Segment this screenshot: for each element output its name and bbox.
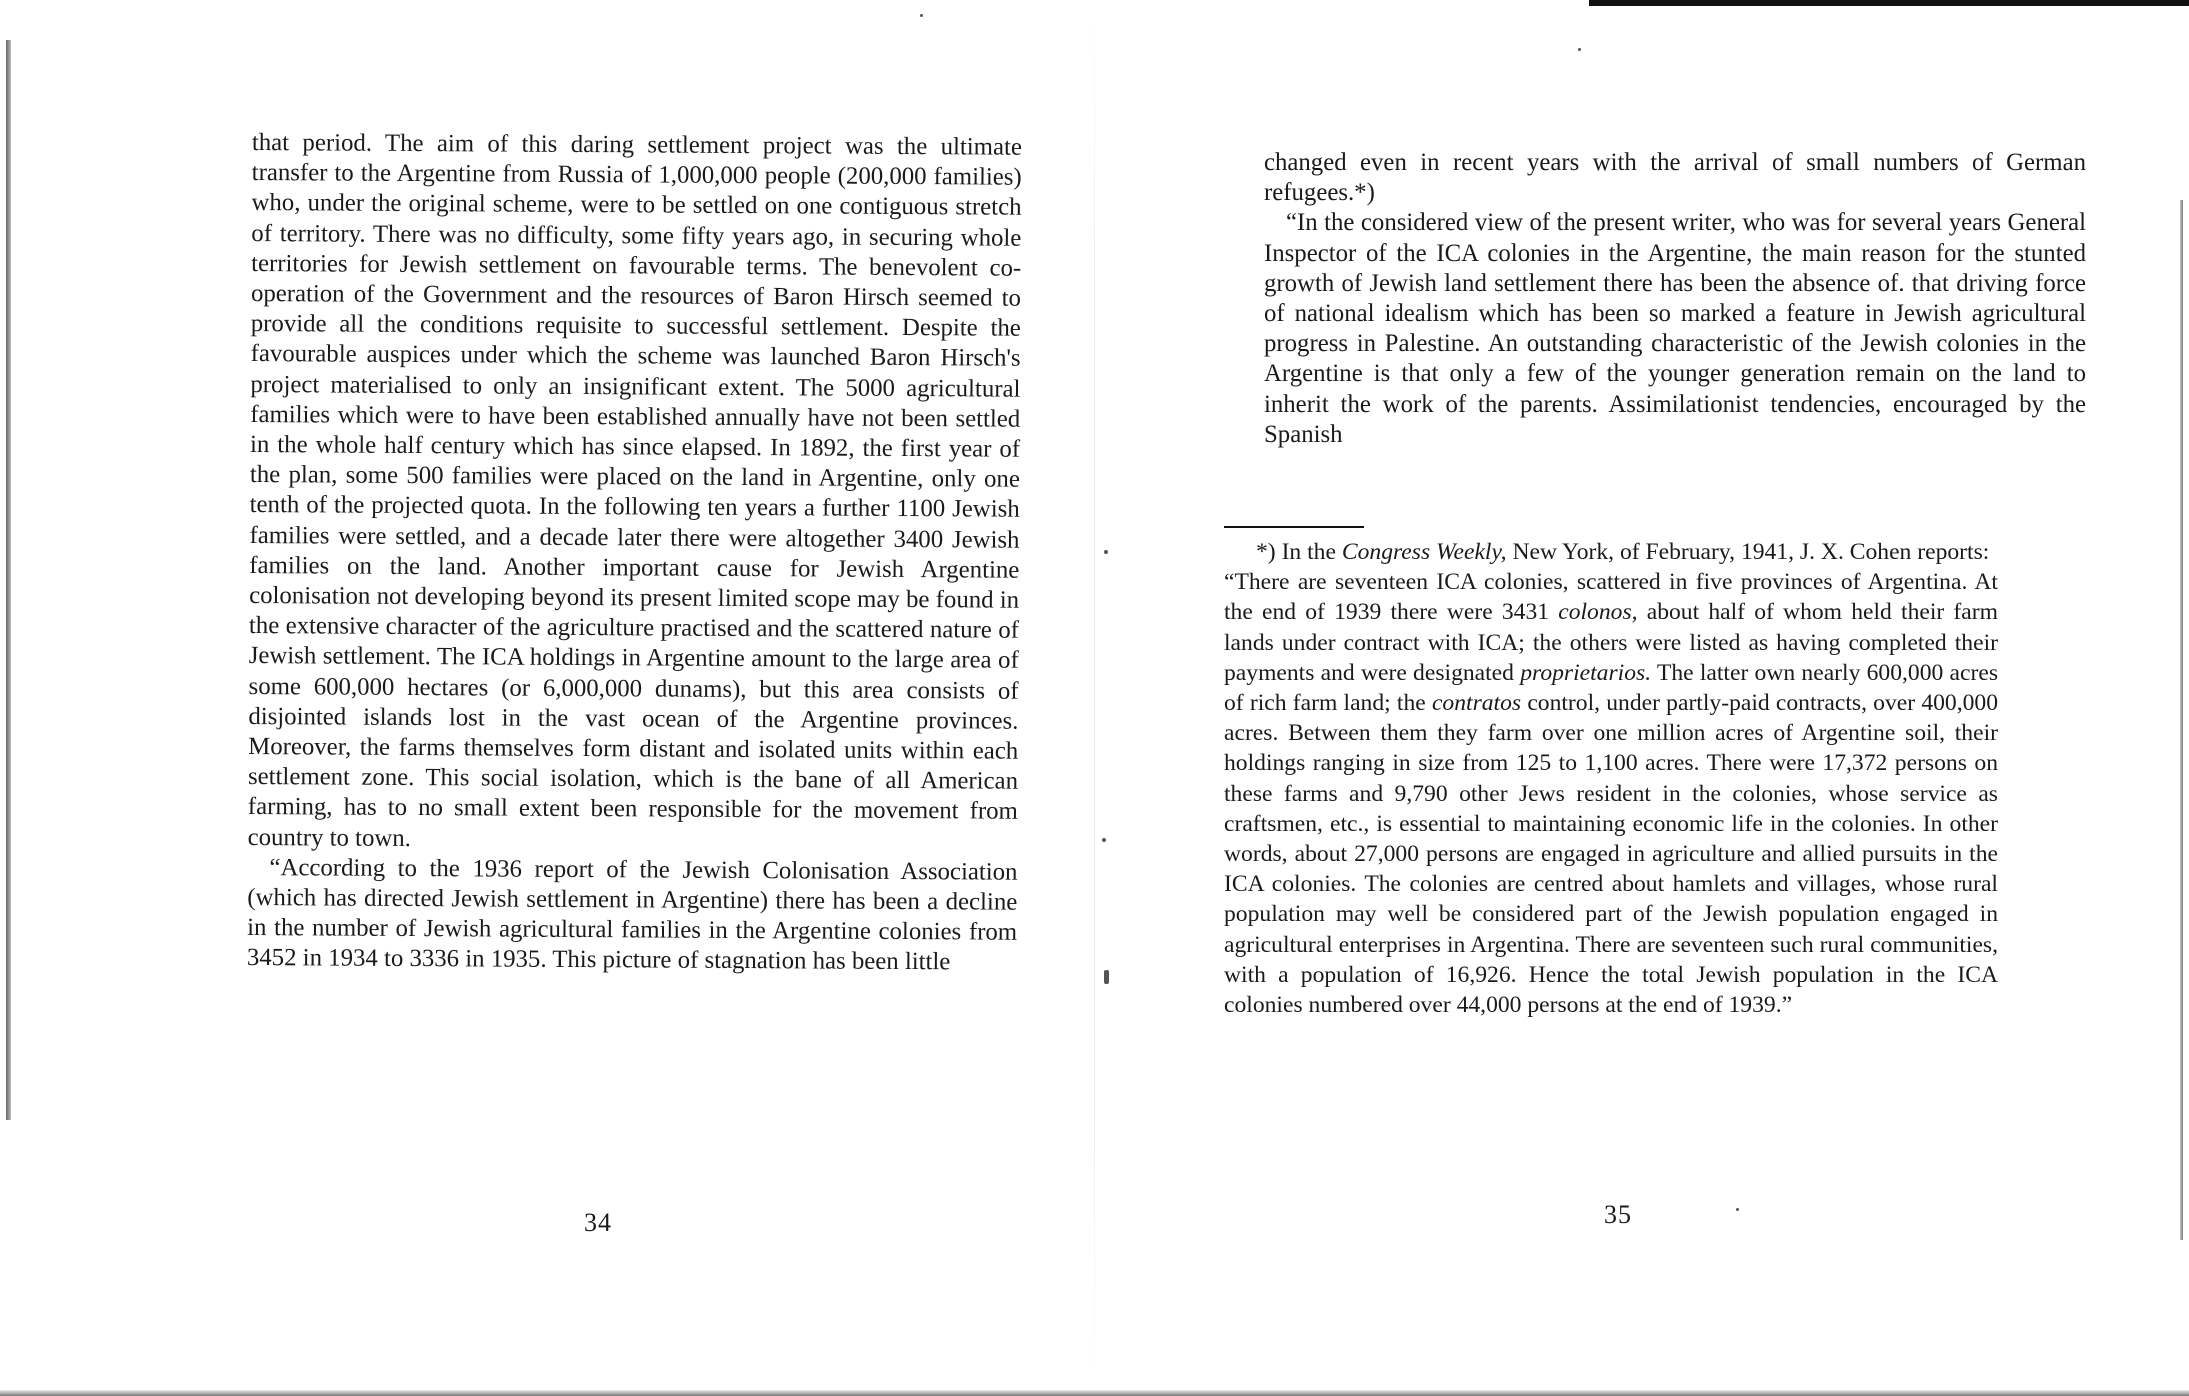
right-paragraph-2: “In the considered view of the present writer, who was for several years General Inspector of the ICA colonies in the Argentine, the main reason for the stunted growth of Jewish land settlement there has been the absence of. that driving force of national idealism which has been so marked a feature in Jewish agricultural progress in Palestine. An outstanding characteristic of the Jewish colonies in the Argentine is that only a few of the younger generation remain on the land to inherit the work of the parents. Assimilationist tendencies, encouraged by the Spanish [1264,209,2086,448]
footnote-intro-before: In the [1281,539,1336,565]
right-page-body [1264,148,2086,450]
left-page-body [247,128,1022,978]
footnote-quote-part-1: “There are seventeen ICA colonies, scattered in five provinces of Argentina. At the end of 1939 there were 3431 [1224,569,1998,626]
footnote-intro [1224,537,1998,567]
footnote-rule [1224,526,1364,528]
footnote-quote [1224,567,1998,1020]
right-paragraph-1: changed even in recent years with the arrival of small numbers of German refugees.*) [1264,149,2086,207]
footnote-term-contratos: contratos [1431,690,1522,717]
page-number-right: 35 [1604,1200,1632,1229]
left-page [0,0,1094,1396]
footnote [1224,537,1998,1020]
left-paragraph-2: “According to the 1936 report of the Jewish Colonisation Association (which has directed Jewish settlement in Argentine) there has been a decline in the number of Jewish agricultural families in the Argentine colonies from 3452 in 1934 to 3336 in 1935. This picture of stagnation has been little [246,853,1018,976]
footnote-publication: Congress Weekly, [1341,539,1507,565]
footnote-term-colonos: colonos, [1558,599,1638,626]
footnote-quote-part-2: about half of whom held their farm lands under contract with ICA; the others were listed as having completed their payments and were designated [1224,599,1998,686]
footnote-quote-part-3: The latter own nearly 600,000 acres of rich farm land; the [1224,659,1999,717]
page-number-left: 34 [584,1208,612,1237]
footnote-intro-after: New York, of February, 1941, J. X. Cohen reports: [1512,539,1990,565]
footnote-marker: *) [1256,539,1276,565]
footnote-quote-part-4: control, under partly-paid contracts, over 400,000 acres. Between them they farm over one million acres of Argentine soil, their holdings ranging in size from 125 to 1,100 acres. There were 17,372 persons on these farms and 9,790 other Jews resident in the colonies, whose service as craftsmen, etc., is essential to maintaining economic life in the colonies. In other words, about 27,000 persons are engaged in agriculture and allied pursuits in the ICA colonies. The colonies are centred about hamlets and villages, whose rural population may well be considered part of the Jewish population engaged in agricultural enterprises in Argentina. There are seventeen such rural communities, with a population of 16,926. Hence the total Jewish population in the ICA colonies numbered over 44,000 persons at the end of 1939.” [1224,690,1998,1019]
footnote-term-proprietarios: proprietarios. [1520,659,1652,686]
left-paragraph-1: that period. The aim of this daring settlement project was the ultimate transfer to the Argentine from Russia of 1,000,000 people (200,000 families) who, under the original scheme, were to be settled on one contiguous stretch of territory. There was no difficulty, some fifty years ago, in securing whole territories for Jewish settlement on favourable terms. The benevolent co-operation of the Government and the resources of Baron Hirsch seemed to provide all the conditions requisite to successful settlement. Despite the favourable auspices under which the scheme was launched Baron Hirsch's project materialised to only an insignificant extent. The 5000 agricultural families which were to have been established annually have not been settled in the whole half century which has since elapsed. In 1892, the first year of the plan, some 500 families were placed on the land in Argentine, only one tenth of the projected quota. In the following ten years a further 1100 Jewish families were settled, and a decade later there were altogether 3400 Jewish families on the land. Another important cause for Jewish Argentine colonisation not developing beyond its present limited scope may be found in the extensive character of the agriculture practised and the scattered nature of Jewish settlement. The ICA holdings in Argentine amount to the large area of some 600,000 hectares (or 6,000,000 dunams), but this area consists of disjointed islands lost in the vast ocean of the Argentine provinces. Moreover, the farms themselves form distant and isolated units within each settlement zone. This social isolation, which is the bane of all American farming, has to no small extent been responsible for the movement from country to town. [247,128,1022,852]
